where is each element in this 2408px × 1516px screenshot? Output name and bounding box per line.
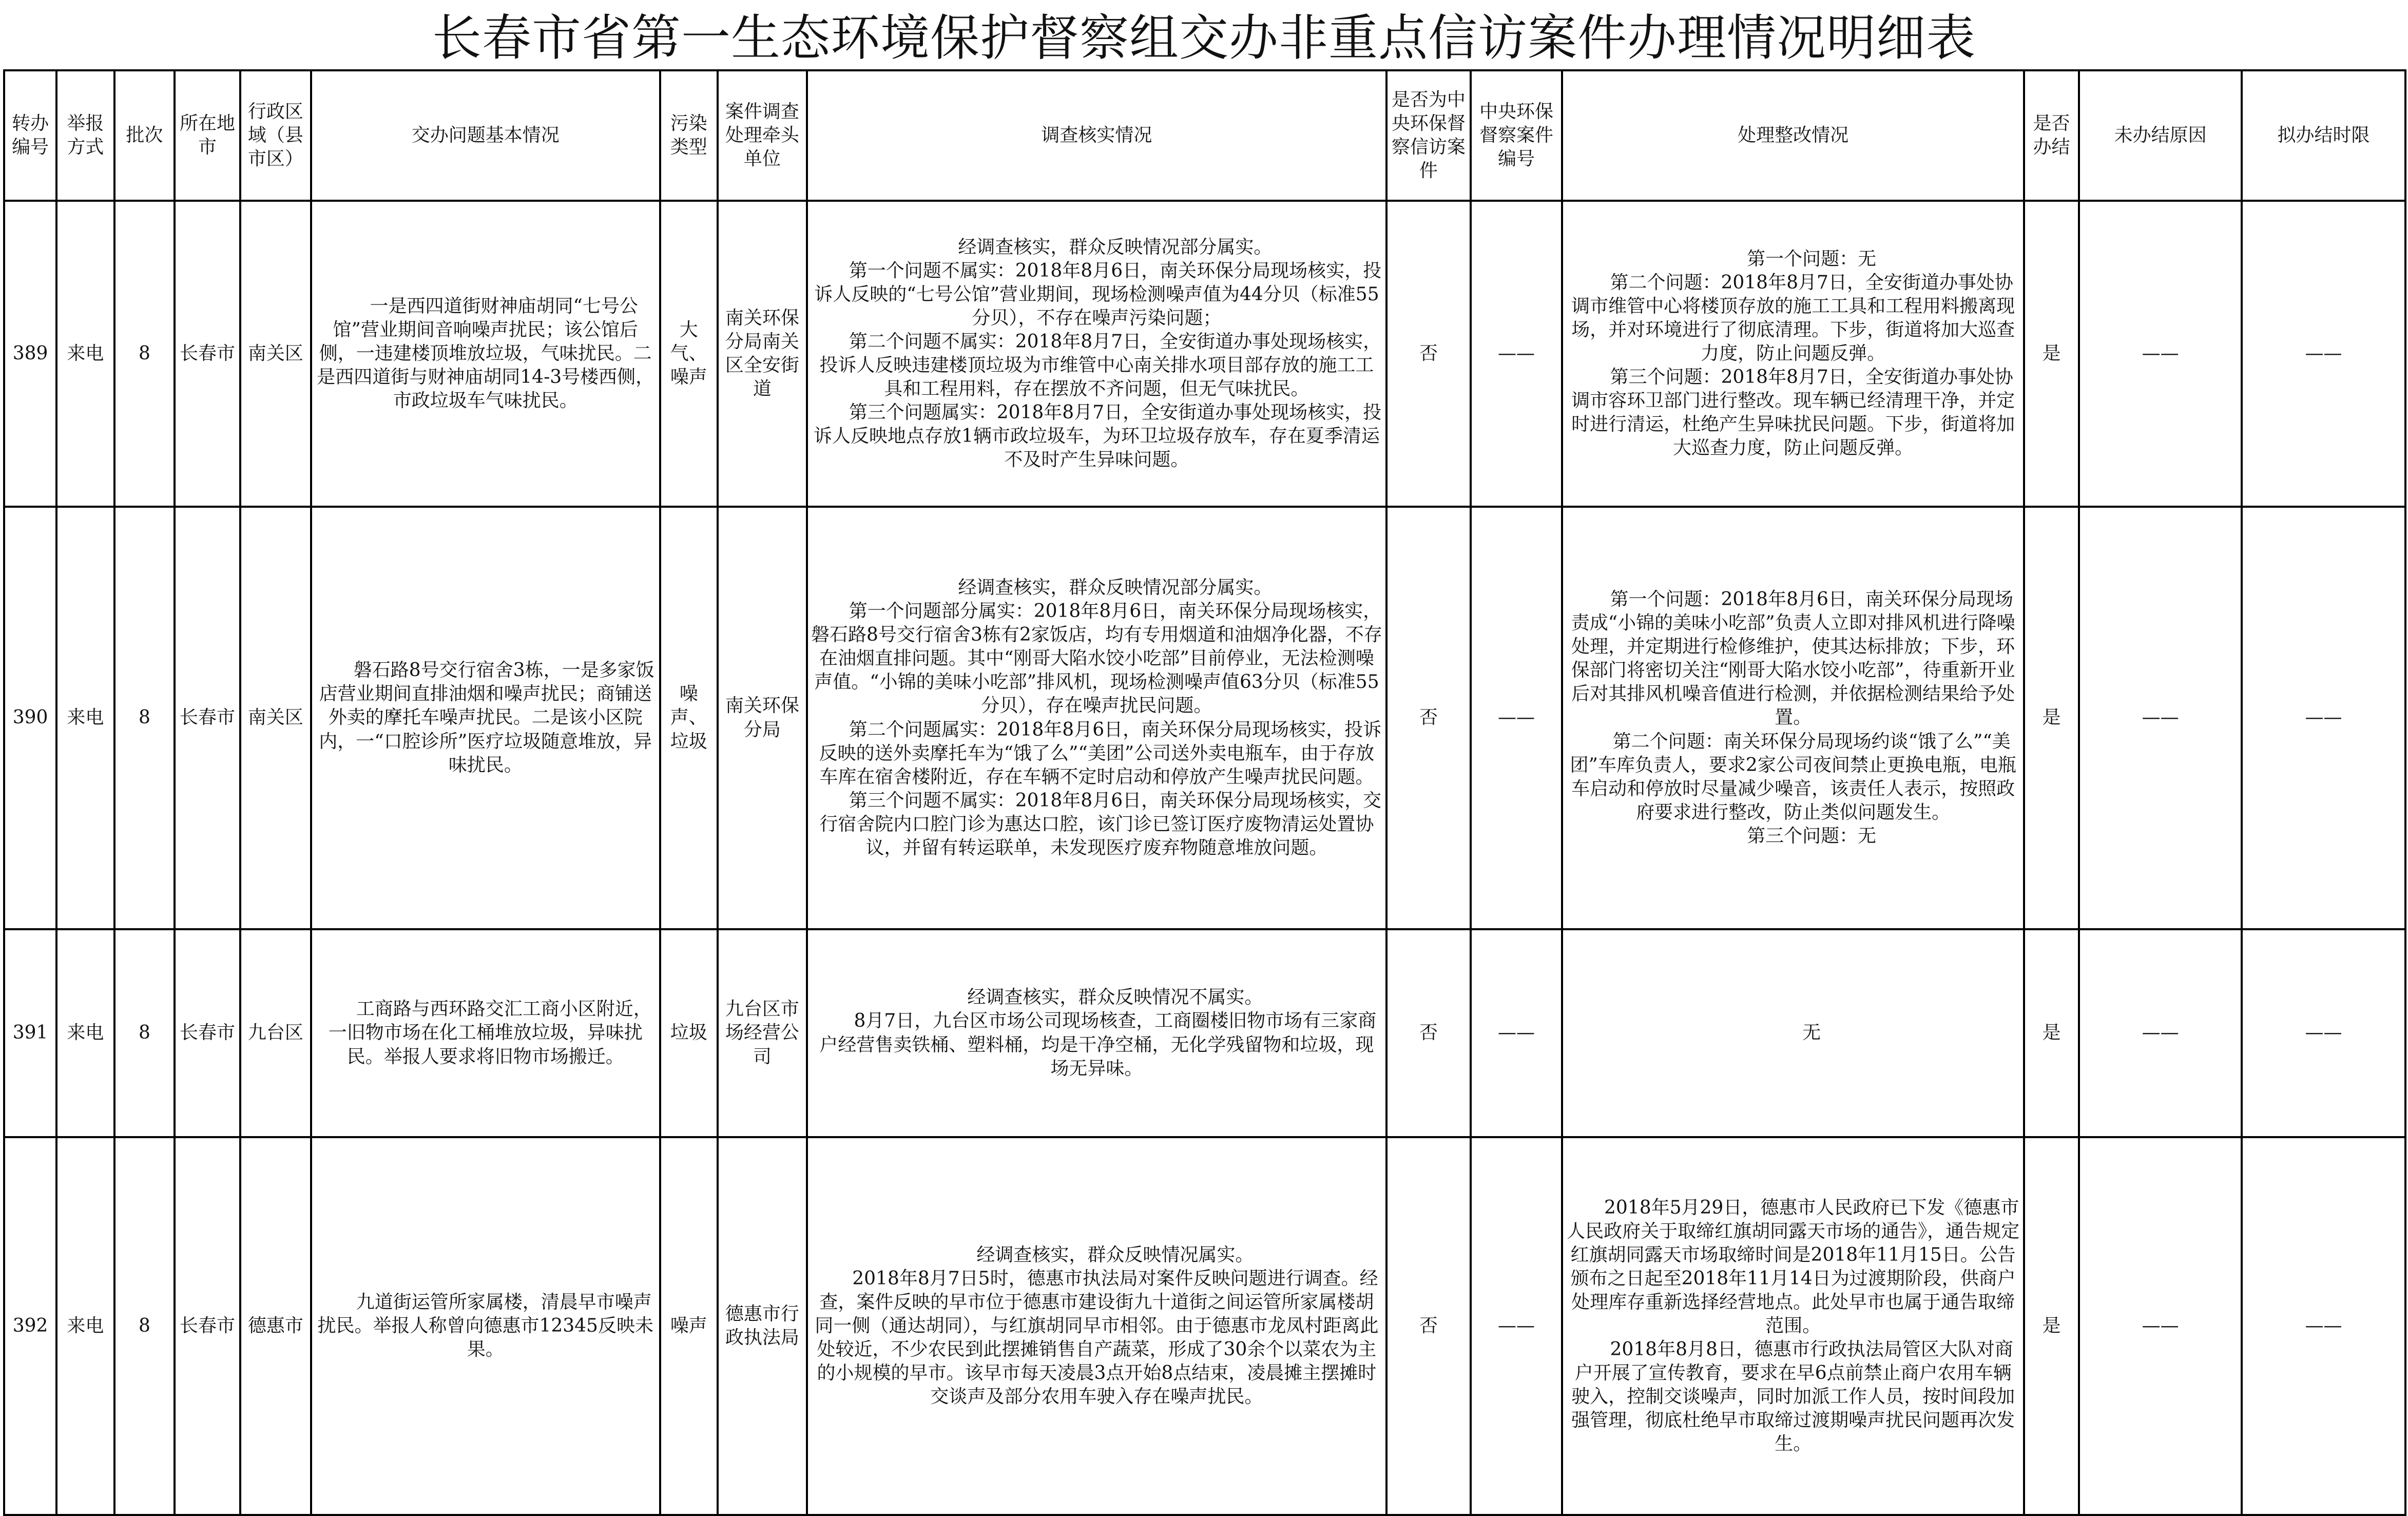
cell-district: 九台区 [240, 929, 311, 1137]
paragraph: 一是西四道街财神庙胡同“七号公馆”营业期间音响噪声扰民；该公馆后侧，一违建楼顶堆放垃圾，气味扰民。二是西四道街与财神庙胡同14-3号楼西侧，市政垃圾车气味扰民。 [317, 295, 654, 412]
cell-investigation [807, 929, 1386, 1137]
cell-city: 长春市 [175, 929, 240, 1137]
header-basic: 交办问题基本情况 [311, 70, 660, 201]
cell-pollution: 垃圾 [660, 929, 718, 1137]
paragraph: 第三个问题：无 [1747, 825, 1877, 847]
cell-pollution: 噪声 [660, 1137, 718, 1515]
case-table [3, 69, 2406, 1516]
cell-batch: 8 [114, 929, 175, 1137]
cell-rectify [1562, 201, 2024, 507]
header-investigation: 调查核实情况 [807, 70, 1386, 201]
cell-investigation [807, 1137, 1386, 1515]
cell-no: 389 [4, 201, 56, 507]
cell-central: 否 [1386, 929, 1471, 1137]
cell-done: 是 [2024, 201, 2079, 507]
page-title: 长春市省第一生态环境保护督察组交办非重点信访案件办理情况明细表 [432, 9, 1976, 67]
table-row [4, 929, 2405, 1137]
paragraph: 第一个问题：无 [1747, 248, 1877, 270]
header-rectify: 处理整改情况 [1562, 70, 2024, 201]
cell-investigation [807, 201, 1386, 507]
cell-investigation [807, 507, 1386, 929]
cell-unit: 南关环保分局南关区全安街道 [718, 201, 807, 507]
header-central: 是否为中央环保督察信访案件 [1386, 70, 1471, 201]
cell-basic [311, 507, 660, 929]
paragraph: 第一个问题：2018年8月6日，南关环保分局现场责成“小锦的美味小吃部”负责人立即对排风机进行降噪处理，并定期进行检修维护，使其达标排放；下步，环保部门将密切关注“刚哥大陷水饺小吃部”，待重新开业后对其排风机噪音值进行检测，并依据检测结果给予处置。 [1571, 589, 2015, 728]
cell-deadline: —— [2242, 929, 2405, 1137]
cell-pollution: 噪声、垃圾 [660, 507, 718, 929]
cell-method: 来电 [56, 507, 114, 929]
header-batch: 批次 [114, 70, 175, 201]
paragraph: 第三个问题：2018年8月7日，全安街道办事处协调市容环卫部门进行整改。现车辆已经清理干净，并定时进行清运，杜绝产生异味扰民问题。下步，街道将加大巡查力度，防止问题反弹。 [1571, 367, 2015, 459]
paragraph: 磐石路8号交行宿舍3栋，一是多家饭店营业期间直排油烟和噪声扰民；商铺送外卖的摩托车噪声扰民。二是该小区院内，一“口腔诊所”医疗垃圾随意堆放，异味扰民。 [319, 660, 654, 776]
cell-method: 来电 [56, 1137, 114, 1515]
paragraph: 经调查核实，群众反映情况部分属实。 [958, 577, 1273, 599]
paragraph: 九道街运管所家属楼，清晨早市噪声扰民。举报人称曾向德惠市12345反映未果。 [317, 1291, 653, 1360]
paragraph: 经调查核实，群众反映情况不属实。 [967, 987, 1263, 1008]
cell-no: 390 [4, 507, 56, 929]
paragraph: 2018年5月29日，德惠市人民政府已下发《德惠市人民政府关于取缔红旗胡同露天市场的通告》，通告规定红旗胡同露天市场取缔时间是2018年11月15日。公告颁布之日起至2018年11月14日为过渡期阶段，供商户处理库存重新选择经营地点。此处早市也属于通告取缔范围。 [1567, 1197, 2020, 1336]
cell-district: 南关区 [240, 507, 311, 929]
cell-batch: 8 [114, 1137, 175, 1515]
paragraph: 第二个问题：南关环保分局现场约谈“饿了么”“美团”车库负责人，要求2家公司夜间禁止更换电瓶，电瓶车启动和停放时尽量减少噪音，该责任人表示，按照政府要求进行整改，防止类似问题发生。 [1570, 731, 2016, 823]
cell-rectify [1562, 507, 2024, 929]
paragraph: 第二个问题：2018年8月7日，全安街道办事处协调市维管中心将楼顶存放的施工工具和工程用料搬离现场，并对环境进行了彻底清理。下步，街道将加大巡查力度，防止问题反弹。 [1571, 272, 2015, 364]
cell-unit: 九台区市场经营公司 [718, 929, 807, 1137]
paragraph: 第三个问题不属实：2018年8月6日，南关环保分局现场核实，交行宿舍院内口腔门诊为惠达口腔，该门诊已签订医疗废物清运处置协议，并留有转运联单，未发现医疗废弃物随意堆放问题。 [819, 790, 1382, 858]
cell-central-no: —— [1471, 201, 1563, 507]
table-row [4, 507, 2405, 929]
paragraph: 第一个问题部分属实：2018年8月6日，南关环保分局现场核实，磐石路8号交行宿舍3栋有2家饭店，均有专用烟道和油烟净化器，不存在油烟直排问题。其中“刚哥大陷水饺小吃部”目前停业，无法检测噪声值。“小锦的美味小吃部”排风机，现场检测噪声值63分贝（标准55分贝），存在噪声扰民问题。 [811, 601, 1382, 717]
cell-unit: 德惠市行政执法局 [718, 1137, 807, 1515]
table-row [4, 1137, 2405, 1515]
cell-no: 392 [4, 1137, 56, 1515]
paragraph: 经调查核实，群众反映情况属实。 [976, 1244, 1254, 1265]
cell-reason: —— [2079, 201, 2242, 507]
cell-method: 来电 [56, 929, 114, 1137]
cell-district: 德惠市 [240, 1137, 311, 1515]
cell-rectify [1562, 929, 2024, 1137]
cell-reason: —— [2079, 929, 2242, 1137]
header-no: 转办编号 [4, 70, 56, 201]
cell-done: 是 [2024, 507, 2079, 929]
cell-deadline: —— [2242, 1137, 2405, 1515]
paragraph: 2018年8月7日5时，德惠市执法局对案件反映问题进行调查。经查，案件反映的早市位于德惠市建设街九十道街之间运管所家属楼胡同一侧（通达胡同），与红旗胡同早市相邻。由于德惠市龙凤村距离此处较近，不少农民到此摆摊销售自产蔬菜，形成了30余个以菜农为主的小规模的早市。该早市每天凌晨3点开始8点结束，凌晨摊主摆摊时交谈声及部分农用车驶入存在噪声扰民。 [815, 1268, 1379, 1408]
cell-basic [311, 201, 660, 507]
cell-pollution: 大气、噪声 [660, 201, 718, 507]
paragraph: 第一个问题不属实：2018年8月6日，南关环保分局现场核实，投诉人反映的“七号公馆”营业期间，现场检测噪声值为44分贝（标准55分贝），不存在噪声污染问题； [814, 260, 1382, 329]
cell-method: 来电 [56, 201, 114, 507]
cell-done: 是 [2024, 1137, 2079, 1515]
header-method: 举报方式 [56, 70, 114, 201]
cell-batch: 8 [114, 201, 175, 507]
header-central-no: 中央环保督察案件编号 [1471, 70, 1563, 201]
header-reason: 未办结原因 [2079, 70, 2242, 201]
paragraph: 2018年8月8日，德惠市行政执法局管区大队对商户开展了宣传教育，要求在早6点前禁止商户农用车辆驶入，控制交谈噪声，同时加派工作人员，按时间段加强管理，彻底杜绝早市取缔过渡期噪声扰民问题再次发生。 [1571, 1339, 2015, 1455]
header-deadline: 拟办结时限 [2242, 70, 2405, 201]
cell-basic [311, 929, 660, 1137]
cell-reason: —— [2079, 507, 2242, 929]
paragraph: 工商路与西环路交汇工商小区附近，一旧物市场在化工桶堆放垃圾，异味扰民。举报人要求将旧物市场搬迁。 [328, 999, 652, 1067]
cell-city: 长春市 [175, 1137, 240, 1515]
cell-central: 否 [1386, 1137, 1471, 1515]
cell-central: 否 [1386, 507, 1471, 929]
cell-done: 是 [2024, 929, 2079, 1137]
header-city: 所在地市 [175, 70, 240, 201]
cell-city: 长春市 [175, 507, 240, 929]
paragraph: 第二个问题不属实：2018年8月7日，全安街道办事处现场核实，投诉人反映违建楼顶垃圾为市维管中心南关排水项目部存放的施工工具和工程用料，存在摆放不齐问题，但无气味扰民。 [819, 331, 1382, 400]
paragraph: 经调查核实，群众反映情况部分属实。 [958, 236, 1273, 258]
cell-district: 南关区 [240, 201, 311, 507]
cell-central-no: —— [1471, 929, 1563, 1137]
cell-unit: 南关环保分局 [718, 507, 807, 929]
header-done: 是否办结 [2024, 70, 2079, 201]
cell-central: 否 [1386, 201, 1471, 507]
cell-rectify [1562, 1137, 2024, 1515]
paragraph: 第三个问题属实：2018年8月7日，全安街道办事处现场核实，投诉人反映地点存放1辆市政垃圾车，为环卫垃圾存放车，存在夏季清运不及时产生异味问题。 [813, 402, 1382, 471]
header-district: 行政区域（县市区） [240, 70, 311, 201]
cell-central-no: —— [1471, 1137, 1563, 1515]
cell-basic [311, 1137, 660, 1515]
header-row [4, 70, 2405, 201]
paragraph: 8月7日，九台区市场公司现场核查，工商圈楼旧物市场有三家商户经营售卖铁桶、塑料桶，均是干净空桶，无化学残留物和垃圾，现场无异味。 [819, 1010, 1377, 1079]
cell-central-no: —— [1471, 507, 1563, 929]
paragraph: 第二个问题属实：2018年8月6日，南关环保分局现场核实，投诉反映的送外卖摩托车为“饿了么”“美团”公司送外卖电瓶车，由于存放车库在宿舍楼附近，存在车辆不定时启动和停放产生噪声扰民问题。 [819, 719, 1382, 788]
header-pollution: 污染类型 [660, 70, 718, 201]
header-unit: 案件调查处理牵头单位 [718, 70, 807, 201]
cell-no: 391 [4, 929, 56, 1137]
table-row [4, 201, 2405, 507]
cell-reason: —— [2079, 1137, 2242, 1515]
cell-deadline: —— [2242, 507, 2405, 929]
cell-deadline: —— [2242, 201, 2405, 507]
paragraph: 无 [1802, 1022, 1821, 1044]
cell-batch: 8 [114, 507, 175, 929]
cell-city: 长春市 [175, 201, 240, 507]
